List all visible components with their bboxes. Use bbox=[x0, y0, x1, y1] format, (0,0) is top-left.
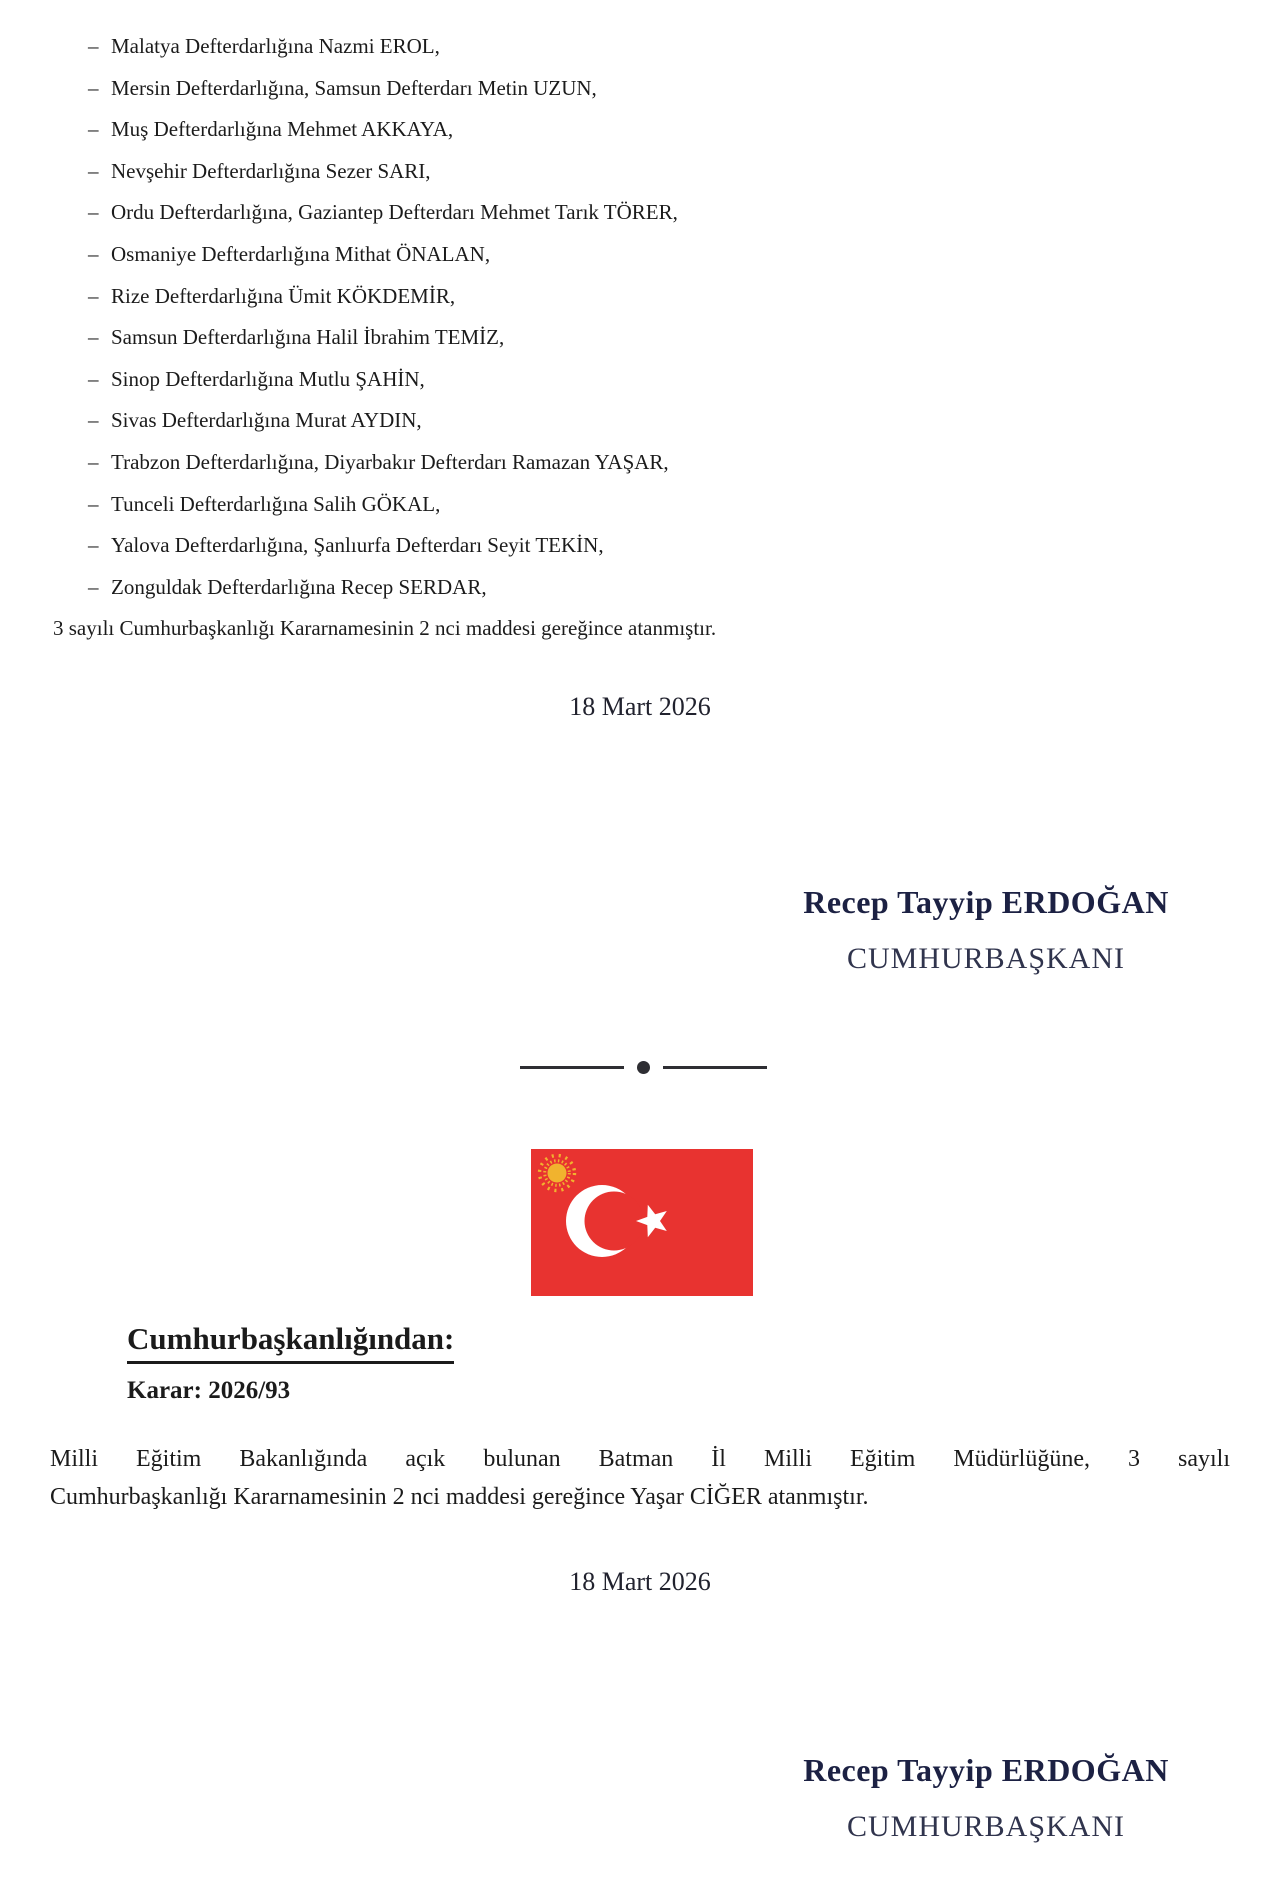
issuing-authority-heading: Cumhurbaşkanlığından: bbox=[127, 1322, 454, 1364]
decree-date-top: 18 Mart 2026 bbox=[569, 692, 711, 721]
signature-block-bottom bbox=[788, 1752, 1184, 1844]
appointment-line bbox=[53, 109, 1240, 151]
list-dash-marker: – bbox=[88, 533, 99, 558]
appointment-line bbox=[53, 68, 1240, 110]
list-dash-marker: – bbox=[88, 158, 99, 183]
president-title: CUMHURBAŞKANI bbox=[846, 1810, 1126, 1843]
list-dash-marker: – bbox=[88, 408, 99, 433]
list-dash-marker: – bbox=[88, 75, 99, 100]
appointment-text: Tunceli Defterdarlığına Salih GÖKAL, bbox=[111, 491, 441, 516]
appointment-text: Mersin Defterdarlığına, Samsun Defterdarı Metin UZUN, bbox=[111, 75, 597, 100]
appointment-text: Sinop Defterdarlığına Mutlu ŞAHİN, bbox=[111, 366, 425, 391]
list-dash-marker: – bbox=[88, 34, 99, 58]
appointment-line bbox=[53, 484, 1240, 526]
appointment-text: Trabzon Defterdarlığına, Diyarbakır Defterdarı Ramazan YAŞAR, bbox=[111, 449, 669, 474]
list-dash-marker: – bbox=[88, 325, 99, 350]
decree-body-line-2: Cumhurbaşkanlığı Kararnamesinin 2 nci maddesi gereğince Yaşar CİĞER atanmıştır. bbox=[50, 1484, 869, 1510]
appointment-line bbox=[53, 567, 1240, 609]
appointment-text: Muş Defterdarlığına Mehmet AKKAYA, bbox=[111, 117, 454, 142]
appointment-line bbox=[53, 234, 1240, 276]
list-dash-marker: – bbox=[88, 117, 99, 142]
appointment-line bbox=[53, 400, 1240, 442]
list-dash-marker: – bbox=[88, 241, 99, 266]
appointment-line bbox=[53, 359, 1240, 401]
list-dash-marker: – bbox=[88, 449, 99, 474]
appointment-line bbox=[53, 317, 1240, 359]
appointment-line bbox=[53, 151, 1240, 193]
closing-statement: 3 sayılı Cumhurbaşkanlığı Kararnamesinin 2 nci maddesi gereğince atanmıştır. bbox=[53, 616, 717, 641]
list-dash-marker: – bbox=[88, 491, 99, 516]
appointment-text: Malatya Defterdarlığına Nazmi EROL, bbox=[111, 34, 440, 58]
list-dash-marker: – bbox=[88, 574, 99, 599]
decree-body-paragraph bbox=[50, 1440, 1230, 1516]
appointment-text: Nevşehir Defterdarlığına Sezer SARI, bbox=[111, 158, 431, 183]
appointment-text: Yalova Defterdarlığına, Şanlıurfa Defterdarı Seyit TEKİN, bbox=[111, 533, 604, 558]
divider-dot-icon bbox=[637, 1061, 650, 1074]
decision-number: Karar: 2026/93 bbox=[127, 1377, 291, 1404]
appointment-text: Zonguldak Defterdarlığına Recep SERDAR, bbox=[111, 574, 487, 599]
appointment-text: Sivas Defterdarlığına Murat AYDIN, bbox=[111, 408, 422, 433]
president-name: Recep Tayyip ERDOĞAN bbox=[803, 1752, 1169, 1788]
appointment-line bbox=[53, 442, 1240, 484]
list-dash-marker: – bbox=[88, 283, 99, 308]
appointment-text: Rize Defterdarlığına Ümit KÖKDEMİR, bbox=[111, 283, 456, 308]
appointment-list bbox=[53, 26, 1240, 650]
list-dash-marker: – bbox=[88, 200, 99, 225]
section-divider bbox=[515, 1059, 771, 1075]
flag-graphic bbox=[531, 1149, 753, 1296]
decree-date-bottom: 18 Mart 2026 bbox=[569, 1567, 711, 1596]
appointment-line bbox=[53, 525, 1240, 567]
president-title: CUMHURBAŞKANI bbox=[846, 942, 1126, 975]
divider-line-right bbox=[663, 1066, 767, 1069]
decree-body-line-1: Milli Eğitim Bakanlığında açık bulunan Batman İl Milli Eğitim Müdürlüğüne, 3 sayılı bbox=[50, 1446, 1230, 1472]
appointment-line bbox=[53, 26, 1240, 68]
appointment-line bbox=[53, 192, 1240, 234]
list-dash-marker: – bbox=[88, 366, 99, 391]
president-name: Recep Tayyip ERDOĞAN bbox=[803, 884, 1169, 920]
appointment-text: Ordu Defterdarlığına, Gaziantep Defterdarı Mehmet Tarık TÖRER, bbox=[111, 200, 678, 225]
divider-line-left bbox=[520, 1066, 624, 1069]
appointment-text: Samsun Defterdarlığına Halil İbrahim TEMİZ, bbox=[111, 325, 505, 350]
turkish-presidential-flag-image bbox=[531, 1149, 753, 1296]
signature-block-top bbox=[788, 884, 1184, 976]
appointment-line bbox=[53, 276, 1240, 318]
appointment-text: Osmaniye Defterdarlığına Mithat ÖNALAN, bbox=[111, 241, 491, 266]
